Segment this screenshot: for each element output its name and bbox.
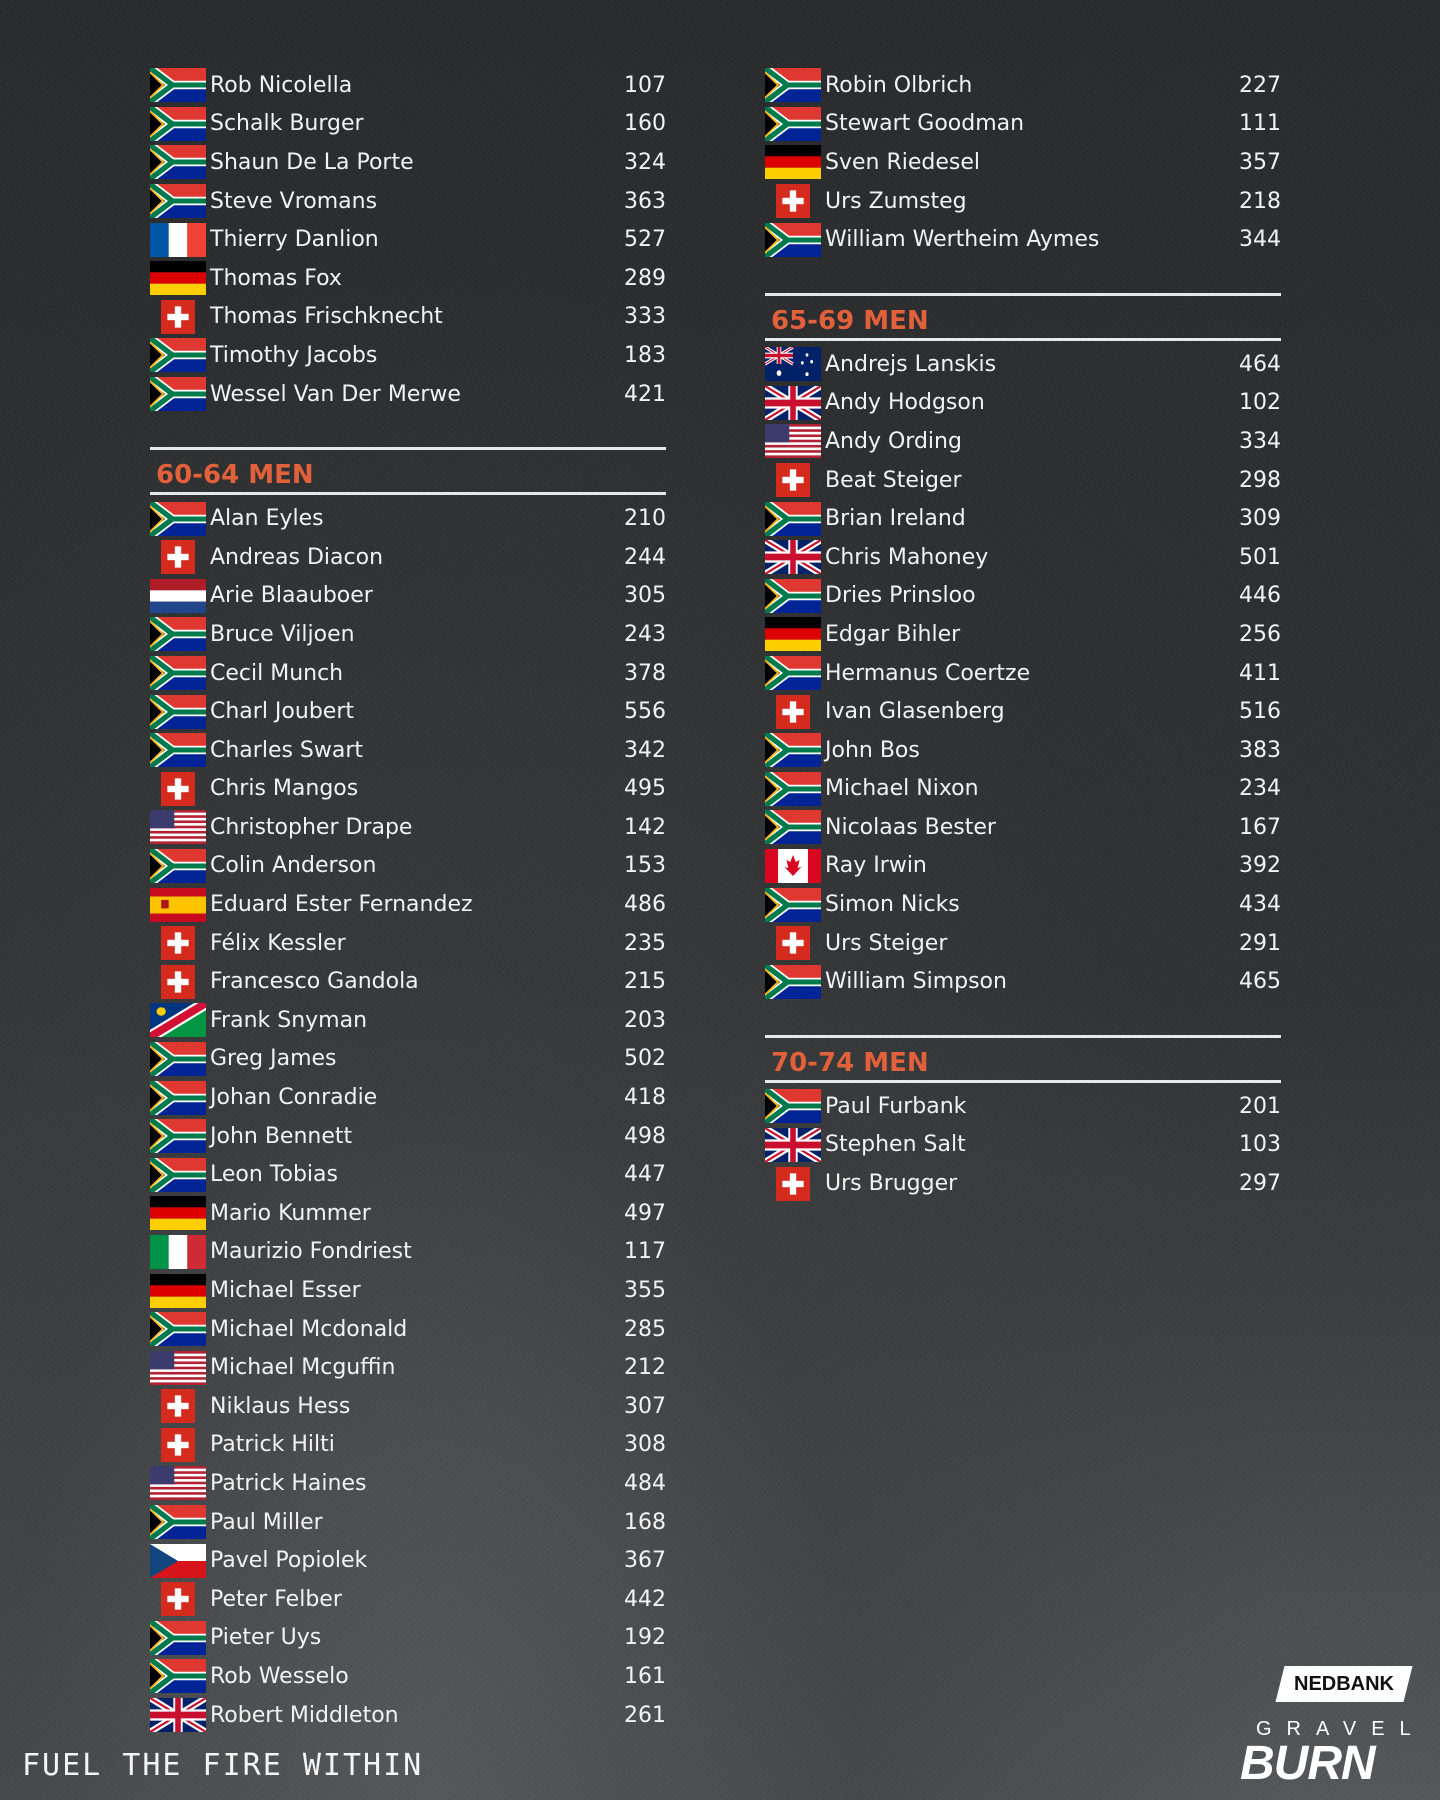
za-flag-icon [150,1042,206,1076]
za-flag-icon [150,617,206,651]
za-flag-icon [150,1312,206,1346]
race-number: 261 [624,1702,666,1728]
race-number: 502 [624,1046,666,1072]
list-item [150,1155,666,1194]
rider-name: Steve Vromans [210,188,378,214]
za-flag-icon [765,810,821,844]
race-number: 378 [624,660,666,686]
za-flag-icon [765,1089,821,1123]
rider-name: Shaun De La Porte [210,149,414,175]
rider-name: Christopher Drape [210,814,413,840]
cz-flag-icon [150,1544,206,1578]
list-item [765,770,1281,809]
ch-flag-icon [161,772,195,806]
race-number: 357 [1239,149,1281,175]
ch-flag-icon [161,1389,195,1423]
de-flag-icon [765,617,821,651]
list-item [765,731,1281,770]
rider-name: Stephen Salt [825,1132,966,1158]
de-flag-icon [150,1196,206,1230]
list-item [150,1310,666,1349]
za-flag-icon [765,656,821,690]
de-flag-icon [150,261,206,295]
race-number: 243 [624,621,666,647]
list-item [150,220,666,259]
za-flag-icon [150,107,206,141]
list-item [765,1126,1281,1165]
list-item [150,105,666,144]
rider-name: Simon Nicks [825,892,960,918]
list-item [150,1387,666,1426]
list-item [150,1580,666,1619]
ch-flag-icon [161,1428,195,1462]
za-flag-icon [150,1505,206,1539]
race-number: 183 [624,342,666,368]
za-flag-icon [150,145,206,179]
list-item [150,1464,666,1503]
category-title: 60-64 MEN [156,460,314,491]
rider-name: Dries Prinsloo [825,583,976,609]
logo-gravel-text: GRAVEL [1256,1718,1426,1740]
race-number: 244 [624,544,666,570]
race-number: 297 [1239,1171,1281,1197]
list-item [150,1271,666,1310]
race-number: 117 [624,1239,666,1265]
race-number: 495 [624,776,666,802]
race-number: 516 [1239,699,1281,725]
ch-flag-icon [776,926,810,960]
rider-name: Pieter Uys [210,1625,322,1651]
rider-name: Greg James [210,1046,337,1072]
list-item [765,345,1281,384]
rider-name: Alan Eyles [210,506,324,532]
gb-flag-icon [765,386,821,420]
list-item [765,808,1281,847]
race-number: 498 [624,1123,666,1149]
rider-name: Charles Swart [210,737,364,763]
race-number: 309 [1239,506,1281,532]
list-item [765,105,1281,144]
race-number: 421 [624,381,666,407]
list-item [150,1696,666,1735]
rider-name: Timothy Jacobs [210,342,378,368]
race-number: 324 [624,149,666,175]
rider-name: John Bennett [210,1123,353,1149]
list-item [765,1164,1281,1203]
logo-burn-text: BURN [1240,1737,1375,1790]
ch-flag-icon [776,1167,810,1201]
rider-name: Chris Mahoney [825,544,989,570]
za-flag-icon [765,68,821,102]
list-item [150,259,666,298]
list-item [765,692,1281,731]
left-column [150,66,666,1734]
rider-name: Arie Blaauboer [210,583,373,609]
rider-name: Francesco Gandola [210,969,419,995]
list-item [150,1001,666,1040]
rider-name: Urs Steiger [825,930,948,956]
race-number: 363 [624,188,666,214]
za-flag-icon [150,184,206,218]
list-item [765,615,1281,654]
za-flag-icon [150,1119,206,1153]
race-number: 446 [1239,583,1281,609]
rider-name: Thomas Frischknecht [210,304,443,330]
ch-flag-icon [161,300,195,334]
right-column [765,66,1281,1203]
section-divider [765,338,1281,341]
race-number: 201 [1239,1093,1281,1119]
list-item [150,182,666,221]
list-item [150,885,666,924]
list-item [150,1426,666,1465]
list-item [150,1194,666,1233]
race-number: 501 [1239,544,1281,570]
section-divider [150,492,666,495]
race-number: 111 [1239,111,1281,137]
za-flag-icon [150,1659,206,1693]
list-item [765,962,1281,1001]
list-item [765,538,1281,577]
rider-name: Rob Wesselo [210,1663,349,1689]
category-title: 65-69 MEN [771,305,929,336]
za-flag-icon [765,579,821,613]
race-number: 210 [624,506,666,532]
list-item [150,1541,666,1580]
za-flag-icon [765,223,821,257]
category-section [150,447,666,1734]
race-number: 484 [624,1470,666,1496]
za-flag-icon [150,695,206,729]
list-item [150,538,666,577]
rider-name: Andy Ording [825,428,962,454]
rider-name: Andy Hodgson [825,390,985,416]
race-number: 227 [1239,72,1281,98]
list-item [150,1233,666,1272]
rider-name: Charl Joubert [210,699,354,725]
rider-name: Cecil Munch [210,660,344,686]
rider-name: Pavel Popiolek [210,1548,368,1574]
rider-name: Eduard Ester Fernandez [210,892,473,918]
race-number: 203 [624,1007,666,1033]
list-item [150,924,666,963]
au-flag-icon [765,347,821,381]
list-item [150,375,666,414]
list-item [150,298,666,337]
us-flag-icon [150,1351,206,1385]
ch-flag-icon [161,965,195,999]
rider-name: Thierry Danlion [210,227,379,253]
ch-flag-icon [776,463,810,497]
rider-name: Ivan Glasenberg [825,699,1005,725]
rider-name: Michael Esser [210,1278,361,1304]
fr-flag-icon [150,223,206,257]
za-flag-icon [150,849,206,883]
race-number: 333 [624,304,666,330]
race-number: 291 [1239,930,1281,956]
list-item [765,66,1281,105]
list-item [765,182,1281,221]
race-number: 308 [624,1432,666,1458]
rider-name: Maurizio Fondriest [210,1239,412,1265]
race-number: 465 [1239,969,1281,995]
list-item [150,654,666,693]
logo-badge: NEDBANK [1276,1666,1413,1702]
list-item [150,808,666,847]
list-item [150,1619,666,1658]
race-number: 305 [624,583,666,609]
race-number: 383 [1239,737,1281,763]
it-flag-icon [150,1235,206,1269]
es-flag-icon [150,888,206,922]
rider-name: Andreas Diacon [210,544,384,570]
list-item [765,1087,1281,1126]
rider-name: Brian Ireland [825,506,966,532]
race-number: 342 [624,737,666,763]
race-number: 486 [624,892,666,918]
rider-name: Hermanus Coertze [825,660,1031,686]
list-item [150,847,666,886]
rider-name: William Wertheim Aymes [825,227,1100,253]
list-item [150,1503,666,1542]
rider-name: John Bos [825,737,920,763]
list-item [150,1078,666,1117]
list-item [150,336,666,375]
list-item [150,499,666,538]
race-number: 212 [624,1355,666,1381]
race-number: 556 [624,699,666,725]
za-flag-icon [150,656,206,690]
rider-name: Félix Kessler [210,930,346,956]
za-flag-icon [765,965,821,999]
na-flag-icon [150,1003,206,1037]
list-item [150,577,666,616]
list-item [765,461,1281,500]
rider-name: Nicolaas Bester [825,814,996,840]
race-number: 442 [624,1586,666,1612]
rider-name: Michael Nixon [825,776,979,802]
za-flag-icon [765,502,821,536]
za-flag-icon [765,107,821,141]
race-number: 218 [1239,188,1281,214]
us-flag-icon [150,810,206,844]
rider-name: Robert Middleton [210,1702,399,1728]
rider-name: Stewart Goodman [825,111,1025,137]
ch-flag-icon [161,926,195,960]
race-number: 411 [1239,660,1281,686]
race-number: 497 [624,1200,666,1226]
rider-name: Niklaus Hess [210,1393,351,1419]
rider-name: Frank Snyman [210,1007,368,1033]
za-flag-icon [150,1081,206,1115]
za-flag-icon [765,888,821,922]
race-number: 434 [1239,892,1281,918]
rider-name: Edgar Bihler [825,621,961,647]
rider-name: Sven Riedesel [825,149,980,175]
nedbank-gravel-burn-logo [1228,1666,1428,1790]
rider-name: Mario Kummer [210,1200,371,1226]
rider-name: Urs Zumsteg [825,188,967,214]
race-number: 103 [1239,1132,1281,1158]
za-flag-icon [150,338,206,372]
race-number: 447 [624,1162,666,1188]
race-number: 392 [1239,853,1281,879]
race-number: 344 [1239,227,1281,253]
race-number: 215 [624,969,666,995]
race-number: 161 [624,1663,666,1689]
list-item [765,499,1281,538]
rider-name: Beat Steiger [825,467,962,493]
list-item [150,692,666,731]
za-flag-icon [765,733,821,767]
race-number: 142 [624,814,666,840]
za-flag-icon [150,502,206,536]
rider-name: Bruce Viljoen [210,621,355,647]
race-number: 168 [624,1509,666,1535]
race-number: 192 [624,1625,666,1651]
rider-name: Colin Anderson [210,853,377,879]
za-flag-icon [765,772,821,806]
us-flag-icon [765,424,821,458]
race-number: 235 [624,930,666,956]
ca-flag-icon [765,849,821,883]
rider-name: Michael Mcdonald [210,1316,408,1342]
gb-flag-icon [765,540,821,574]
list-item [150,962,666,1001]
category-section [765,1035,1281,1203]
ch-flag-icon [161,1582,195,1616]
race-number: 464 [1239,351,1281,377]
race-number: 527 [624,227,666,253]
list-item [765,924,1281,963]
race-number: 234 [1239,776,1281,802]
rider-name: Paul Miller [210,1509,323,1535]
race-number: 102 [1239,390,1281,416]
rider-name: Peter Felber [210,1586,342,1612]
race-number: 153 [624,853,666,879]
de-flag-icon [150,1274,206,1308]
list-item [765,422,1281,461]
nl-flag-icon [150,579,206,613]
category-title: 70-74 MEN [771,1048,929,1079]
race-number: 289 [624,265,666,291]
de-flag-icon [765,145,821,179]
list-item [150,143,666,182]
race-number: 334 [1239,428,1281,454]
rider-name: Johan Conradie [210,1085,378,1111]
race-number: 167 [1239,814,1281,840]
rider-name: Patrick Haines [210,1470,367,1496]
list-item [150,1348,666,1387]
za-flag-icon [150,1158,206,1192]
race-number: 418 [624,1085,666,1111]
rider-name: Andrejs Lanskis [825,351,997,377]
race-number: 256 [1239,621,1281,647]
list-item [150,770,666,809]
za-flag-icon [150,733,206,767]
list-item [150,1117,666,1156]
rider-name: Robin Olbrich [825,72,973,98]
race-number: 107 [624,72,666,98]
list-item [150,1657,666,1696]
rider-name: Urs Brugger [825,1171,958,1197]
gb-flag-icon [765,1128,821,1162]
rider-name: Michael Mcguffin [210,1355,396,1381]
rider-name: Paul Furbank [825,1093,967,1119]
race-number: 367 [624,1548,666,1574]
list-item [150,1040,666,1079]
ch-flag-icon [776,695,810,729]
race-number: 355 [624,1278,666,1304]
list-item [765,220,1281,259]
race-number: 298 [1239,467,1281,493]
rider-name: William Simpson [825,969,1007,995]
list-item [150,66,666,105]
rider-name: Patrick Hilti [210,1432,335,1458]
race-number: 307 [624,1393,666,1419]
rider-name: Schalk Burger [210,111,364,137]
race-number: 285 [624,1316,666,1342]
section-divider [765,1080,1281,1083]
rider-name: Rob Nicolella [210,72,353,98]
za-flag-icon [150,1621,206,1655]
list-item [765,384,1281,423]
category-section [765,293,1281,1001]
race-number: 160 [624,111,666,137]
ch-flag-icon [776,184,810,218]
rider-name: Leon Tobias [210,1162,338,1188]
list-item [150,615,666,654]
list-item [765,143,1281,182]
rider-name: Ray Irwin [825,853,927,879]
rider-name: Wessel Van Der Merwe [210,381,461,407]
list-item [150,731,666,770]
list-item [765,654,1281,693]
us-flag-icon [150,1466,206,1500]
list-item [765,885,1281,924]
rider-name: Thomas Fox [210,265,342,291]
tagline: FUEL THE FIRE WITHIN [22,1748,424,1783]
gb-flag-icon [150,1698,206,1732]
rider-name: Chris Mangos [210,776,359,802]
za-flag-icon [150,68,206,102]
za-flag-icon [150,377,206,411]
list-item [765,577,1281,616]
ch-flag-icon [161,540,195,574]
list-item [765,847,1281,886]
